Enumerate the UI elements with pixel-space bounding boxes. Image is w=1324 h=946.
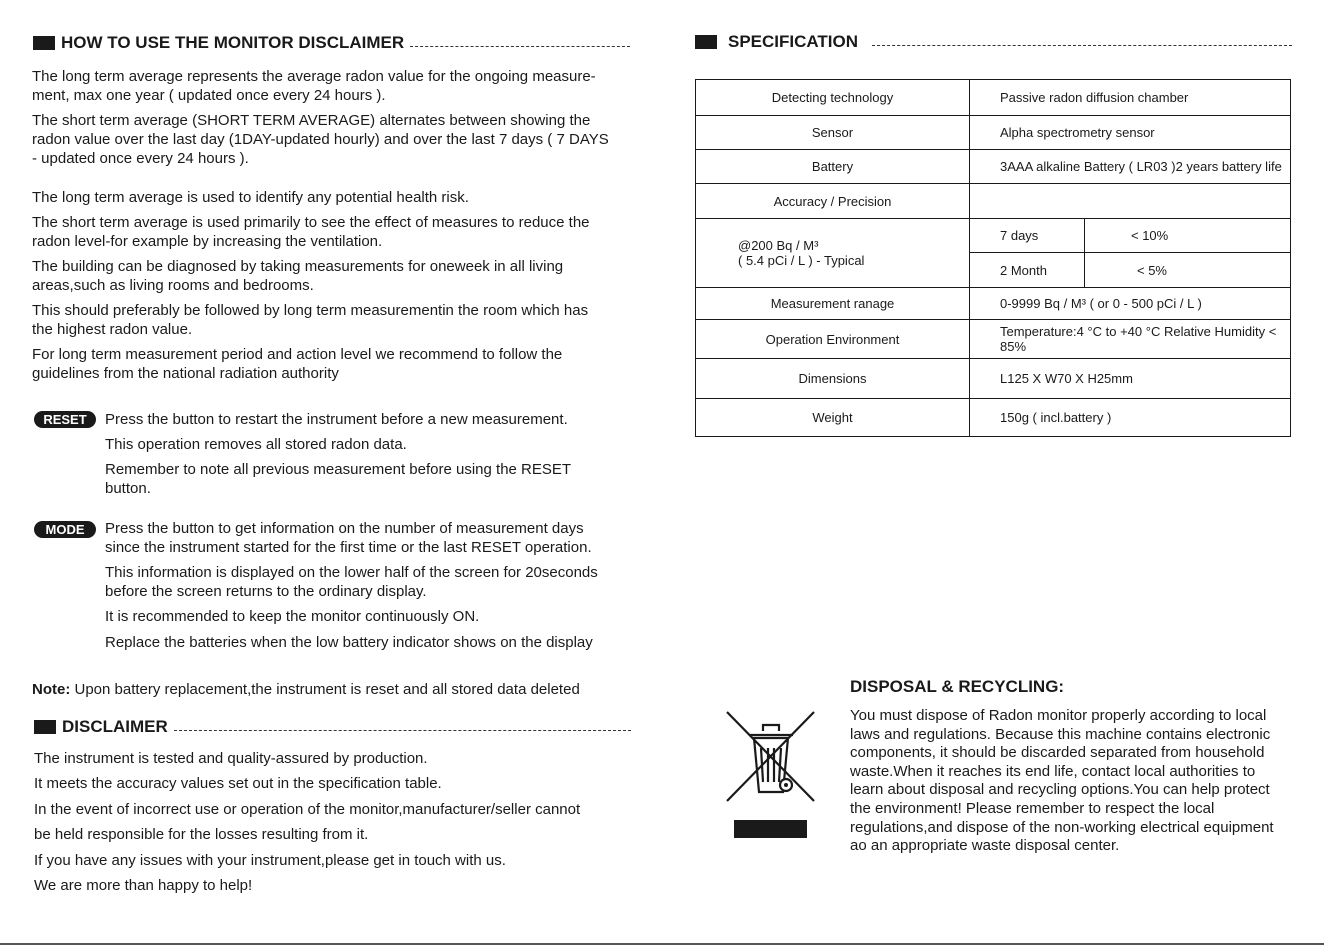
how-to-use-paragraph-1 <box>32 67 596 105</box>
mode-text: This information is displayed on the lower half of the screen for 20seconds <box>105 564 598 581</box>
table-row <box>696 80 1291 116</box>
disclaimer-header <box>34 717 631 737</box>
spec-label: Detecting technology <box>696 80 970 116</box>
reset-text: Press the button to restart the instrument before a new measurement. <box>105 411 568 428</box>
paragraph-line: The short term average is used primarily to see the effect of measures to reduce the <box>32 214 590 231</box>
disclaimer-line-1: The instrument is tested and quality-assured by production. <box>34 750 428 767</box>
how-to-use-paragraph-5 <box>32 257 563 295</box>
reset-line-2 <box>105 435 407 454</box>
spec-sub-value: < 5% <box>1085 253 1291 288</box>
mode-text: It is recommended to keep the monitor continuously ON. <box>105 608 480 625</box>
spec-value-empty <box>970 184 1291 219</box>
table-row <box>696 116 1291 150</box>
spec-value: L125 X W70 X H25mm <box>970 359 1291 399</box>
disposal-line: waste.When it reaches its end life, contact local authorities to <box>850 762 1256 780</box>
mode-text: before the screen returns to the ordinary display. <box>105 583 427 600</box>
disposal-line: the environment! Please remember to respect the local <box>850 799 1215 817</box>
typical-line-1: @200 Bq / M³ <box>738 238 819 253</box>
disposal-line: components, it should be discarded separated from household <box>850 744 1265 762</box>
spec-sub-label: 2 Month <box>970 253 1085 288</box>
paragraph-line: guidelines from the national radiation authority <box>32 365 339 382</box>
table-row <box>696 150 1291 184</box>
mode-text: Replace the batteries when the low battery indicator shows on the display <box>105 634 593 651</box>
spec-value: Temperature:4 °C to +40 °C Relative Humidity < 85% <box>970 320 1291 359</box>
mode-line-4 <box>105 633 593 652</box>
specification-header <box>695 32 1292 52</box>
spec-value: Alpha spectrometry sensor <box>970 116 1291 150</box>
disposal-line: laws and regulations. Because this machine contains electronic <box>850 725 1271 743</box>
spec-value: 3AAA alkaline Battery ( LR03 )2 years battery life <box>970 150 1291 184</box>
spec-value: 0-9999 Bq / M³ ( or 0 - 500 pCi / L ) <box>970 288 1291 320</box>
disclaimer-line-5: If you have any issues with your instrument,please get in touch with us. <box>34 852 506 869</box>
spec-label: Battery <box>696 150 970 184</box>
mode-badge: MODE <box>34 521 96 538</box>
mode-text: Press the button to get information on the number of measurement days <box>105 520 584 537</box>
reset-text: This operation removes all stored radon data. <box>105 436 407 453</box>
spec-label: Measurement ranage <box>696 288 970 320</box>
paragraph-line: The building can be diagnosed by taking measurements for oneweek in all living <box>32 258 564 275</box>
paragraph-line: The long term average represents the average radon value for the ongoing measure- <box>32 68 596 85</box>
disclaimer-line-4: be held responsible for the losses resulting from it. <box>34 826 369 843</box>
spec-value: 150g ( incl.battery ) <box>970 399 1291 437</box>
disposal-line: regulations,and dispose of the non-working electrical equipment <box>850 818 1274 836</box>
spec-label: Accuracy / Precision <box>696 184 970 219</box>
paragraph-line: the highest radon value. <box>32 321 193 338</box>
paragraph-line: areas,such as living rooms and bedrooms. <box>32 277 314 294</box>
reset-line-1 <box>105 410 568 429</box>
how-to-use-paragraph-7 <box>32 345 562 383</box>
disposal-line: ao an appropriate waste disposal center. <box>850 837 1120 855</box>
reset-badge: RESET <box>34 411 96 428</box>
header-divider <box>410 46 630 47</box>
header-divider <box>174 730 631 731</box>
note-label: Note: <box>32 681 71 698</box>
disposal-title: DISPOSAL & RECYCLING: <box>850 677 1065 696</box>
reset-line-3 <box>105 460 571 498</box>
how-to-use-paragraph-4 <box>32 213 590 251</box>
how-to-use-paragraph-2 <box>32 111 609 168</box>
table-row <box>696 399 1291 437</box>
disclaimer-line-6: We are more than happy to help! <box>34 877 253 894</box>
disposal-line: You must dispose of Radon monitor properly according to local <box>850 707 1267 724</box>
note-text: Upon battery replacement,the instrument is reset and all stored data deleted <box>70 681 580 698</box>
paragraph-line: - updated once every 24 hours ). <box>32 150 249 167</box>
paragraph-line: This should preferably be followed by long term measurementin the room which has <box>32 302 589 319</box>
table-row <box>696 184 1291 219</box>
how-to-use-header <box>33 33 630 53</box>
specification-title: SPECIFICATION <box>728 32 859 51</box>
mode-line-3 <box>105 607 479 626</box>
spec-label: Dimensions <box>696 359 970 399</box>
crossed-out-wheelie-bin-icon <box>724 708 818 806</box>
typical-line-2: ( 5.4 pCi / L ) - Typical <box>738 253 865 268</box>
note <box>32 680 580 699</box>
mode-text: since the instrument started for the first time or the last RESET operation. <box>105 539 592 556</box>
paragraph-line: ment, max one year ( updated once every 24 hours ). <box>32 87 386 104</box>
mode-line-2 <box>105 563 598 601</box>
spec-sub-value: < 10% <box>1085 219 1291 253</box>
paragraph-line: For long term measurement period and action level we recommend to follow the <box>32 346 563 363</box>
header-divider <box>872 45 1292 46</box>
spec-value: Passive radon diffusion chamber <box>970 80 1291 116</box>
table-row <box>696 320 1291 359</box>
disclaimer-title: DISCLAIMER <box>62 717 168 736</box>
spec-label: Sensor <box>696 116 970 150</box>
paragraph-line: radon level-for example by increasing the ventilation. <box>32 233 383 250</box>
spec-label: Operation Environment <box>696 320 970 359</box>
mode-line-1 <box>105 519 592 557</box>
table-row <box>696 288 1291 320</box>
disposal-line: learn about disposal and recycling options.You can help protect <box>850 781 1270 799</box>
section-marker-icon <box>34 720 56 734</box>
disclaimer-line-2: It meets the accuracy values set out in the specification table. <box>34 775 442 792</box>
spec-label: Weight <box>696 399 970 437</box>
how-to-use-paragraph-6 <box>32 301 588 339</box>
paragraph-line: radon value over the last day (1DAY-updated hourly) and over the last 7 days ( 7 DAYS <box>32 131 609 148</box>
recycle-bar <box>734 820 807 838</box>
specification-table <box>695 79 1291 437</box>
section-marker-icon <box>33 36 55 50</box>
bottom-border <box>0 943 1324 945</box>
paragraph-line: The short term average (SHORT TERM AVERAGE) alternates between showing the <box>32 112 591 129</box>
section-marker-icon <box>695 35 717 49</box>
spec-sub-label: 7 days <box>970 219 1085 253</box>
disclaimer-line-3: In the event of incorrect use or operation of the monitor,manufacturer/seller cannot <box>34 801 581 818</box>
how-to-use-paragraph-3 <box>32 188 469 207</box>
reset-text: Remember to note all previous measurement before using the RESET <box>105 461 572 478</box>
how-to-use-title: HOW TO USE THE MONITOR DISCLAIMER <box>61 33 405 52</box>
spec-label-typical <box>696 219 970 288</box>
table-row <box>696 219 1291 253</box>
table-row <box>696 359 1291 399</box>
disposal-text <box>850 707 1274 856</box>
reset-text: button. <box>105 480 151 497</box>
paragraph-line: The long term average is used to identify any potential health risk. <box>32 189 469 206</box>
